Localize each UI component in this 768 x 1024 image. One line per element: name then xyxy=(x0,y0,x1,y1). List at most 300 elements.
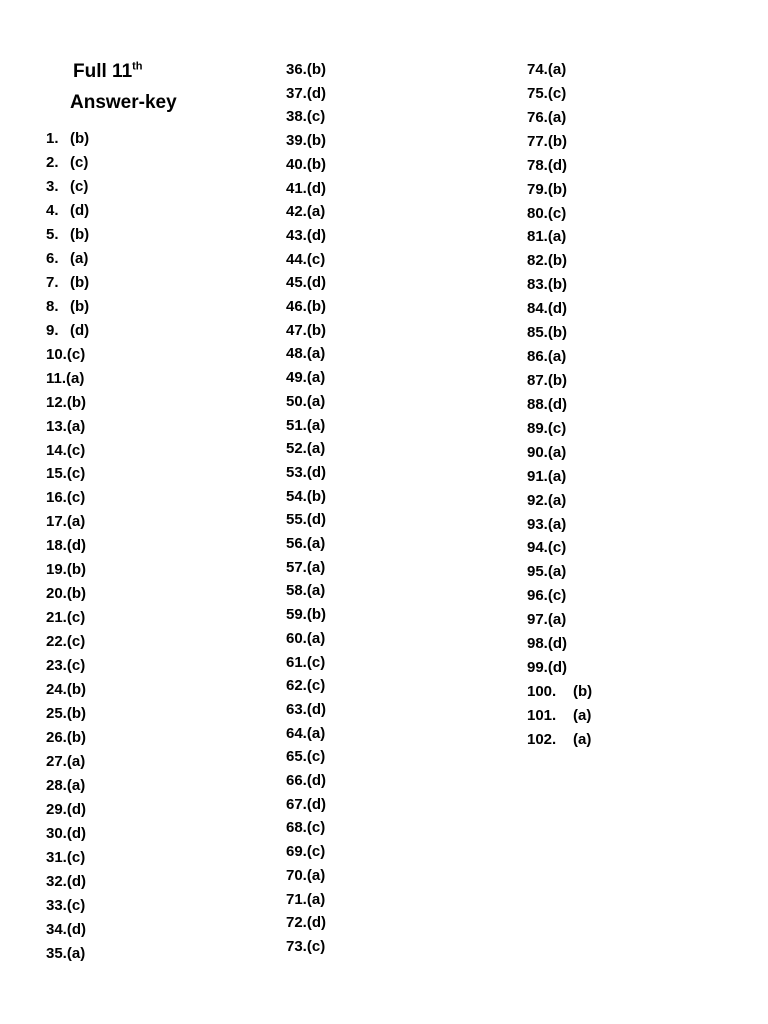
answer-choice: (b) xyxy=(547,180,568,198)
answer-choice: (a) xyxy=(573,706,592,724)
question-number: 87. xyxy=(527,372,548,389)
answer-item xyxy=(286,582,325,599)
question-number: 79. xyxy=(527,180,548,198)
answer-item xyxy=(286,203,325,220)
answer-choice: (b) xyxy=(66,585,87,603)
answer-item xyxy=(527,85,566,102)
answer-choice: (a) xyxy=(306,203,326,221)
answer-item xyxy=(527,420,566,437)
answer-choice: (d) xyxy=(306,772,327,789)
question-number: 51. xyxy=(286,416,307,434)
answer-choice: (d) xyxy=(306,84,327,102)
answer-item xyxy=(527,372,567,389)
question-number: 17. xyxy=(46,513,67,531)
answer-item xyxy=(46,921,86,938)
answer-item xyxy=(527,181,567,198)
question-number: 28. xyxy=(46,776,67,794)
question-number: 65. xyxy=(286,748,307,766)
question-number: 69. xyxy=(286,843,307,861)
question-number: 89. xyxy=(527,419,548,437)
question-number: 24. xyxy=(46,681,67,699)
question-number: 48. xyxy=(286,345,307,363)
question-number: 9. xyxy=(46,321,59,339)
answer-choice: (a) xyxy=(66,417,86,435)
answer-item xyxy=(286,488,326,505)
answer-choice: (c) xyxy=(547,84,567,102)
answer-item xyxy=(286,251,325,268)
answer-choice: (b) xyxy=(70,297,90,315)
answer-choice: (b) xyxy=(66,705,87,722)
answer-choice: (b) xyxy=(70,225,90,243)
question-number: 56. xyxy=(286,535,307,552)
question-number: 92. xyxy=(527,491,548,509)
answer-choice: (c) xyxy=(66,465,86,483)
question-number: 82. xyxy=(527,252,548,270)
question-number: 16. xyxy=(46,489,67,507)
answer-choice: (c) xyxy=(70,154,89,171)
answer-item xyxy=(46,298,89,315)
answer-item xyxy=(527,683,592,700)
answer-item xyxy=(46,585,86,602)
answer-item xyxy=(46,945,85,962)
answer-choice: (c) xyxy=(306,748,326,766)
answer-item xyxy=(46,250,88,267)
question-number: 38. xyxy=(286,108,307,126)
answer-item xyxy=(46,705,86,722)
answer-item xyxy=(286,227,326,244)
question-number: 1. xyxy=(46,130,59,147)
answer-item xyxy=(46,681,86,698)
answer-item xyxy=(46,633,85,650)
question-number: 11. xyxy=(46,369,67,387)
answer-choice: (d) xyxy=(66,872,87,890)
answer-item xyxy=(286,748,325,765)
answer-item xyxy=(286,61,326,78)
answer-choice: (a) xyxy=(306,724,326,742)
answer-choice: (b) xyxy=(70,273,90,291)
answer-choice: (d) xyxy=(306,463,327,481)
answer-choice: (c) xyxy=(66,345,86,363)
answer-item xyxy=(46,753,85,770)
question-number: 58. xyxy=(286,582,307,600)
answer-choice: (a) xyxy=(547,515,567,533)
question-number: 32. xyxy=(46,872,67,890)
question-number: 71. xyxy=(286,890,307,908)
answer-item xyxy=(286,535,325,552)
answer-item xyxy=(527,324,567,341)
answer-item xyxy=(527,707,591,724)
answer-choice: (a) xyxy=(573,730,592,748)
page-subtitle xyxy=(70,92,177,114)
answer-choice: (b) xyxy=(306,487,327,505)
question-number: 66. xyxy=(286,772,307,789)
answer-item xyxy=(286,654,325,671)
answer-choice: (d) xyxy=(70,201,90,219)
answer-item xyxy=(46,465,85,482)
answer-choice: (c) xyxy=(66,609,86,627)
question-number: 67. xyxy=(286,795,307,813)
question-number: 37. xyxy=(286,84,307,102)
question-number: 33. xyxy=(46,896,67,914)
answer-choice: (a) xyxy=(306,629,326,647)
question-number: 76. xyxy=(527,108,548,126)
question-number: 30. xyxy=(46,824,67,842)
question-number: 84. xyxy=(527,300,548,318)
question-number: 52. xyxy=(286,440,307,458)
answer-choice: (a) xyxy=(66,369,85,387)
answer-choice: (a) xyxy=(547,348,567,365)
question-number: 55. xyxy=(286,511,307,529)
question-number: 40. xyxy=(286,155,307,173)
answer-item xyxy=(286,274,326,291)
question-number: 94. xyxy=(527,539,548,557)
answer-choice: (a) xyxy=(547,467,567,485)
answer-choice: (b) xyxy=(66,561,87,579)
answer-choice: (c) xyxy=(66,441,86,459)
answer-choice: (c) xyxy=(306,250,326,268)
question-number: 62. xyxy=(286,677,307,695)
answer-choice: (a) xyxy=(547,61,567,78)
answer-item xyxy=(527,539,566,556)
answer-choice: (c) xyxy=(66,896,86,914)
question-number: 59. xyxy=(286,606,307,624)
answer-item xyxy=(286,606,326,623)
answer-item xyxy=(46,394,86,411)
answer-item xyxy=(527,300,567,317)
answer-item xyxy=(286,914,326,931)
answer-choice: (c) xyxy=(306,653,326,671)
answer-item xyxy=(46,130,89,147)
question-number: 41. xyxy=(286,179,307,197)
question-number: 95. xyxy=(527,563,548,581)
answer-choice: (a) xyxy=(66,944,86,962)
answer-item xyxy=(527,205,566,222)
answer-item xyxy=(286,725,325,742)
answer-choice: (d) xyxy=(547,156,568,174)
question-number: 36. xyxy=(286,61,307,78)
answer-choice: (b) xyxy=(306,321,327,339)
question-number: 26. xyxy=(46,729,67,746)
answer-choice: (c) xyxy=(306,937,326,955)
answer-item xyxy=(46,849,85,866)
answer-item xyxy=(527,61,566,78)
question-number: 73. xyxy=(286,937,307,955)
question-number: 10. xyxy=(46,345,67,363)
answer-item xyxy=(286,843,325,860)
answer-choice: (a) xyxy=(306,535,326,552)
answer-item xyxy=(46,489,85,506)
answer-item xyxy=(527,396,567,413)
question-number: 13. xyxy=(46,417,67,435)
answer-choice: (a) xyxy=(306,582,326,600)
question-number: 101. xyxy=(527,706,557,724)
page-title xyxy=(73,61,143,83)
answer-item xyxy=(286,322,326,339)
answer-item xyxy=(46,346,85,363)
answer-choice: (d) xyxy=(547,395,568,413)
answer-item xyxy=(46,154,88,171)
answer-choice: (d) xyxy=(306,511,327,529)
question-number: 50. xyxy=(286,392,307,410)
answer-choice: (d) xyxy=(66,537,87,555)
answer-item xyxy=(46,777,85,794)
answer-choice: (b) xyxy=(547,276,568,294)
answer-choice: (a) xyxy=(306,890,326,908)
question-number: 96. xyxy=(527,587,548,605)
question-number: 80. xyxy=(527,204,548,222)
answer-choice: (d) xyxy=(306,226,327,244)
answer-item xyxy=(286,772,326,789)
answer-choice: (a) xyxy=(70,249,89,267)
answer-item xyxy=(286,180,326,197)
answer-item xyxy=(46,322,89,339)
answer-item xyxy=(527,516,566,533)
answer-item xyxy=(46,442,85,459)
question-number: 64. xyxy=(286,724,307,742)
answer-item xyxy=(46,561,86,578)
answer-item xyxy=(286,417,325,434)
question-number: 90. xyxy=(527,443,548,461)
question-number: 4. xyxy=(46,201,59,219)
answer-choice: (a) xyxy=(66,513,86,531)
answer-item xyxy=(527,252,567,269)
answer-item xyxy=(286,369,325,386)
question-number: 2. xyxy=(46,154,59,171)
answer-choice: (b) xyxy=(306,132,327,150)
answer-choice: (a) xyxy=(306,416,326,434)
question-number: 43. xyxy=(286,226,307,244)
page-title-superscript: th xyxy=(132,60,143,73)
answer-choice: (b) xyxy=(306,606,327,624)
question-number: 75. xyxy=(527,84,548,102)
answer-item xyxy=(46,226,89,243)
answer-item xyxy=(527,492,566,509)
answer-item xyxy=(286,85,326,102)
question-number: 61. xyxy=(286,653,307,671)
answer-item xyxy=(527,348,566,365)
question-number: 8. xyxy=(46,297,59,315)
answer-item xyxy=(286,559,325,576)
answer-choice: (a) xyxy=(306,345,326,363)
answer-choice: (b) xyxy=(306,298,327,315)
question-number: 85. xyxy=(527,324,548,342)
answer-choice: (b) xyxy=(547,324,568,342)
question-number: 47. xyxy=(286,321,307,339)
answer-choice: (d) xyxy=(306,700,327,718)
answer-choice: (a) xyxy=(547,108,567,126)
answer-item xyxy=(527,444,566,461)
question-number: 100. xyxy=(527,682,557,700)
answer-item xyxy=(286,440,325,457)
question-number: 42. xyxy=(286,203,307,221)
question-number: 31. xyxy=(46,848,67,866)
answer-item xyxy=(286,819,325,836)
answer-choice: (c) xyxy=(547,204,567,222)
answer-choice: (b) xyxy=(66,729,87,746)
answer-choice: (d) xyxy=(547,659,568,676)
answer-item xyxy=(46,537,86,554)
question-number: 77. xyxy=(527,132,548,150)
answer-item xyxy=(527,587,566,604)
answer-choice: (c) xyxy=(70,177,89,195)
answer-item xyxy=(527,611,566,628)
question-number: 60. xyxy=(286,629,307,647)
answer-item xyxy=(286,796,326,813)
answer-choice: (a) xyxy=(306,558,326,576)
question-number: 98. xyxy=(527,635,548,653)
answer-item xyxy=(286,630,325,647)
question-number: 27. xyxy=(46,753,67,770)
question-number: 72. xyxy=(286,914,307,932)
answer-choice: (d) xyxy=(306,795,327,813)
answer-choice: (c) xyxy=(66,489,86,507)
question-number: 63. xyxy=(286,700,307,718)
answer-choice: (a) xyxy=(547,491,567,509)
answer-choice: (a) xyxy=(306,392,326,410)
answer-item xyxy=(46,801,86,818)
question-number: 12. xyxy=(46,393,67,411)
question-number: 53. xyxy=(286,463,307,481)
answer-choice: (a) xyxy=(547,563,567,581)
question-number: 83. xyxy=(527,276,548,294)
question-number: 3. xyxy=(46,177,59,195)
question-number: 54. xyxy=(286,487,307,505)
answer-item xyxy=(527,157,567,174)
answer-item xyxy=(46,609,85,626)
answer-choice: (c) xyxy=(547,539,567,557)
question-number: 14. xyxy=(46,441,67,459)
answer-choice: (d) xyxy=(306,914,327,932)
answer-item xyxy=(527,276,567,293)
answer-choice: (d) xyxy=(70,321,90,339)
answer-choice: (b) xyxy=(70,130,90,147)
answer-item xyxy=(46,873,86,890)
question-number: 7. xyxy=(46,273,59,291)
answer-choice: (d) xyxy=(66,824,87,842)
answer-item xyxy=(46,418,85,435)
answer-item xyxy=(286,701,326,718)
answer-choice: (c) xyxy=(306,677,326,695)
question-number: 91. xyxy=(527,467,548,485)
answer-choice: (b) xyxy=(547,252,568,270)
question-number: 23. xyxy=(46,657,67,675)
answer-choice: (b) xyxy=(306,61,327,78)
question-number: 6. xyxy=(46,249,59,267)
answer-item xyxy=(527,635,567,652)
question-number: 93. xyxy=(527,515,548,533)
answer-item xyxy=(527,228,566,245)
answer-choice: (c) xyxy=(306,843,326,861)
answer-item xyxy=(46,178,88,195)
question-number: 78. xyxy=(527,156,548,174)
question-number: 34. xyxy=(46,920,67,938)
answer-item xyxy=(46,897,85,914)
page-subtitle-text: Answer-key xyxy=(70,92,177,113)
answer-item xyxy=(46,825,86,842)
answer-item xyxy=(286,132,326,149)
answer-choice: (b) xyxy=(306,155,327,173)
answer-choice: (a) xyxy=(306,369,326,387)
question-number: 97. xyxy=(527,611,548,629)
answer-item xyxy=(286,938,325,955)
answer-choice: (c) xyxy=(66,657,86,675)
answer-item xyxy=(527,731,591,748)
answer-choice: (d) xyxy=(66,920,87,938)
page-title-text: Full 11 xyxy=(73,61,133,82)
question-number: 20. xyxy=(46,585,67,603)
answer-item xyxy=(286,511,326,528)
question-number: 22. xyxy=(46,633,67,651)
question-number: 45. xyxy=(286,274,307,292)
question-number: 35. xyxy=(46,944,67,962)
answer-choice: (a) xyxy=(547,443,567,461)
answer-choice: (a) xyxy=(66,776,86,794)
question-number: 102. xyxy=(527,730,557,748)
answer-choice: (c) xyxy=(547,587,567,605)
answer-choice: (b) xyxy=(547,132,568,150)
question-number: 21. xyxy=(46,609,67,627)
question-number: 44. xyxy=(286,250,307,268)
answer-item xyxy=(286,677,325,694)
answer-choice: (b) xyxy=(547,372,568,389)
answer-item xyxy=(46,513,85,530)
answer-choice: (a) xyxy=(306,866,326,884)
answer-choice: (c) xyxy=(547,419,567,437)
answer-item xyxy=(527,659,567,676)
answer-choice: (d) xyxy=(547,300,568,318)
answer-choice: (c) xyxy=(66,633,86,651)
answer-choice: (a) xyxy=(306,440,326,458)
question-number: 19. xyxy=(46,561,67,579)
question-number: 46. xyxy=(286,298,307,315)
question-number: 49. xyxy=(286,369,307,387)
answer-choice: (d) xyxy=(306,274,327,292)
answer-choice: (a) xyxy=(547,228,567,246)
answer-item xyxy=(286,867,325,884)
question-number: 15. xyxy=(46,465,67,483)
answer-item xyxy=(286,464,326,481)
answer-item xyxy=(527,563,566,580)
question-number: 74. xyxy=(527,61,548,78)
answer-choice: (b) xyxy=(66,681,87,699)
answer-item xyxy=(286,108,325,125)
question-number: 81. xyxy=(527,228,548,246)
question-number: 86. xyxy=(527,348,548,365)
question-number: 88. xyxy=(527,395,548,413)
answer-item xyxy=(46,202,89,219)
answer-choice: (a) xyxy=(547,611,567,629)
answer-item xyxy=(46,657,85,674)
question-number: 99. xyxy=(527,659,548,676)
answer-item xyxy=(527,133,567,150)
answer-choice: (d) xyxy=(306,179,327,197)
question-number: 70. xyxy=(286,866,307,884)
answer-item xyxy=(286,345,325,362)
answer-choice: (b) xyxy=(573,682,593,700)
answer-item xyxy=(527,109,566,126)
answer-choice: (c) xyxy=(306,108,326,126)
question-number: 57. xyxy=(286,558,307,576)
answer-item xyxy=(286,393,325,410)
answer-choice: (b) xyxy=(66,393,87,411)
question-number: 5. xyxy=(46,225,59,243)
question-number: 68. xyxy=(286,819,307,837)
question-number: 18. xyxy=(46,537,67,555)
answer-choice: (c) xyxy=(66,848,86,866)
question-number: 39. xyxy=(286,132,307,150)
answer-item xyxy=(286,891,325,908)
question-number: 29. xyxy=(46,800,67,818)
